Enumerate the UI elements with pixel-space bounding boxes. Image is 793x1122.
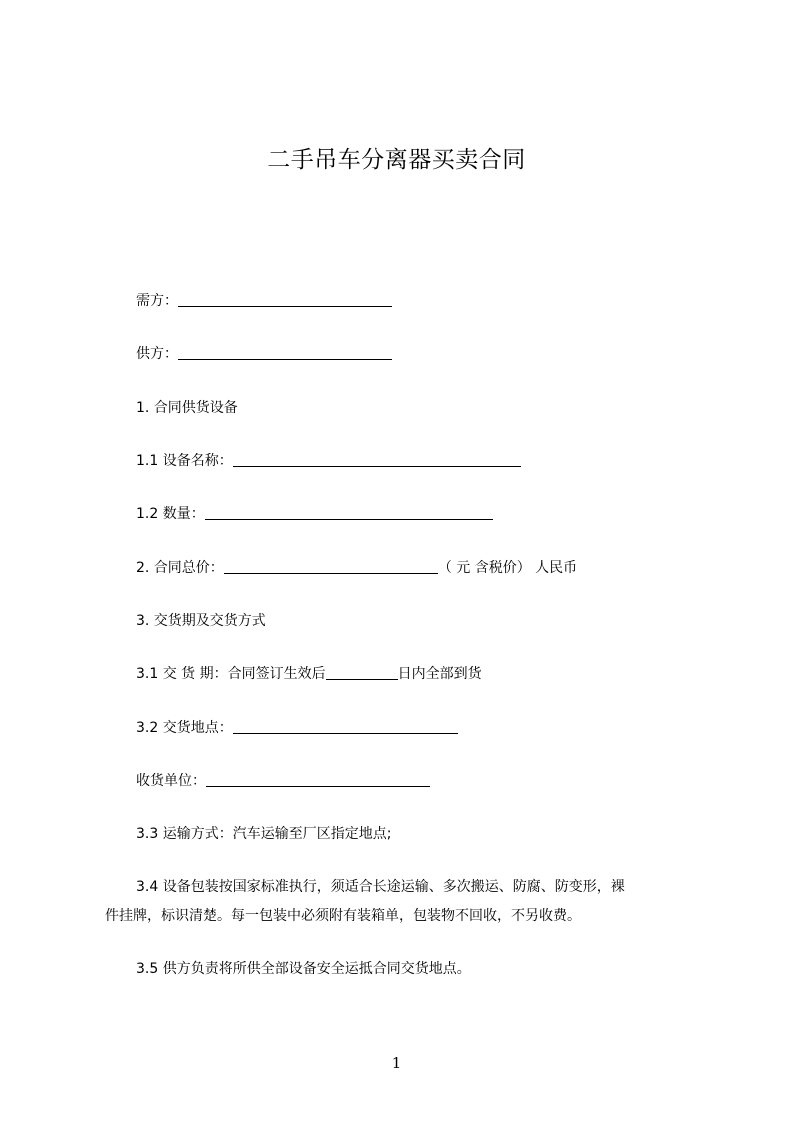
quantity-line (136, 504, 493, 524)
receiver-line (136, 771, 430, 791)
document-title: 二手吊车分离器买卖合同 (267, 147, 526, 173)
total-price-label: 2. 合同总价： (136, 560, 224, 576)
section-1-heading: 1. 合同供货设备 (136, 400, 238, 416)
quantity-blank (205, 505, 493, 520)
packaging-paragraph (105, 873, 705, 931)
packaging-line-1: 3.4 设备包装按国家标准执行，须适合长途运输、多次搬运、防腐、防变形，裸 (136, 879, 625, 895)
page-number: 1 (391, 1054, 402, 1072)
total-price-suffix: （ 元 含税价） 人民币 (437, 560, 578, 576)
delivery-period-line (136, 664, 482, 684)
delivery-days-blank (326, 665, 398, 680)
equipment-name-blank (233, 452, 521, 467)
receiver-blank (206, 772, 430, 787)
buyer-label: 需方： (136, 293, 178, 309)
total-price-blank (224, 559, 438, 574)
quantity-label: 1.2 数量： (136, 506, 205, 522)
receiver-label: 收货单位： (136, 773, 206, 789)
delivery-place-blank (233, 719, 458, 734)
total-price-line (136, 558, 577, 578)
supplier-blank (178, 345, 392, 360)
equipment-name-line (136, 451, 521, 471)
supplier-line (136, 344, 392, 364)
section-3-heading: 3. 交货期及交货方式 (136, 613, 266, 629)
delivery-period-label: 3.1 交 货 期：合同签订生效后 (136, 666, 326, 682)
transport-line: 3.3 运输方式：汽车运输至厂区指定地点; (136, 826, 392, 842)
buyer-line (136, 291, 392, 311)
delivery-place-label: 3.2 交货地点： (136, 720, 233, 736)
buyer-blank (178, 292, 392, 307)
supplier-label: 供方： (136, 346, 178, 362)
packaging-line-2: 件挂牌，标识清楚。每一包装中必须附有装箱单，包装物不回收，不另收费。 (105, 908, 581, 924)
delivery-period-suffix: 日内全部到货 (397, 666, 482, 682)
delivery-place-line (136, 718, 458, 738)
equipment-name-label: 1.1 设备名称： (136, 453, 233, 469)
delivery-responsibility-line: 3.5 供方负责将所供全部设备安全运抵合同交货地点。 (136, 961, 471, 977)
